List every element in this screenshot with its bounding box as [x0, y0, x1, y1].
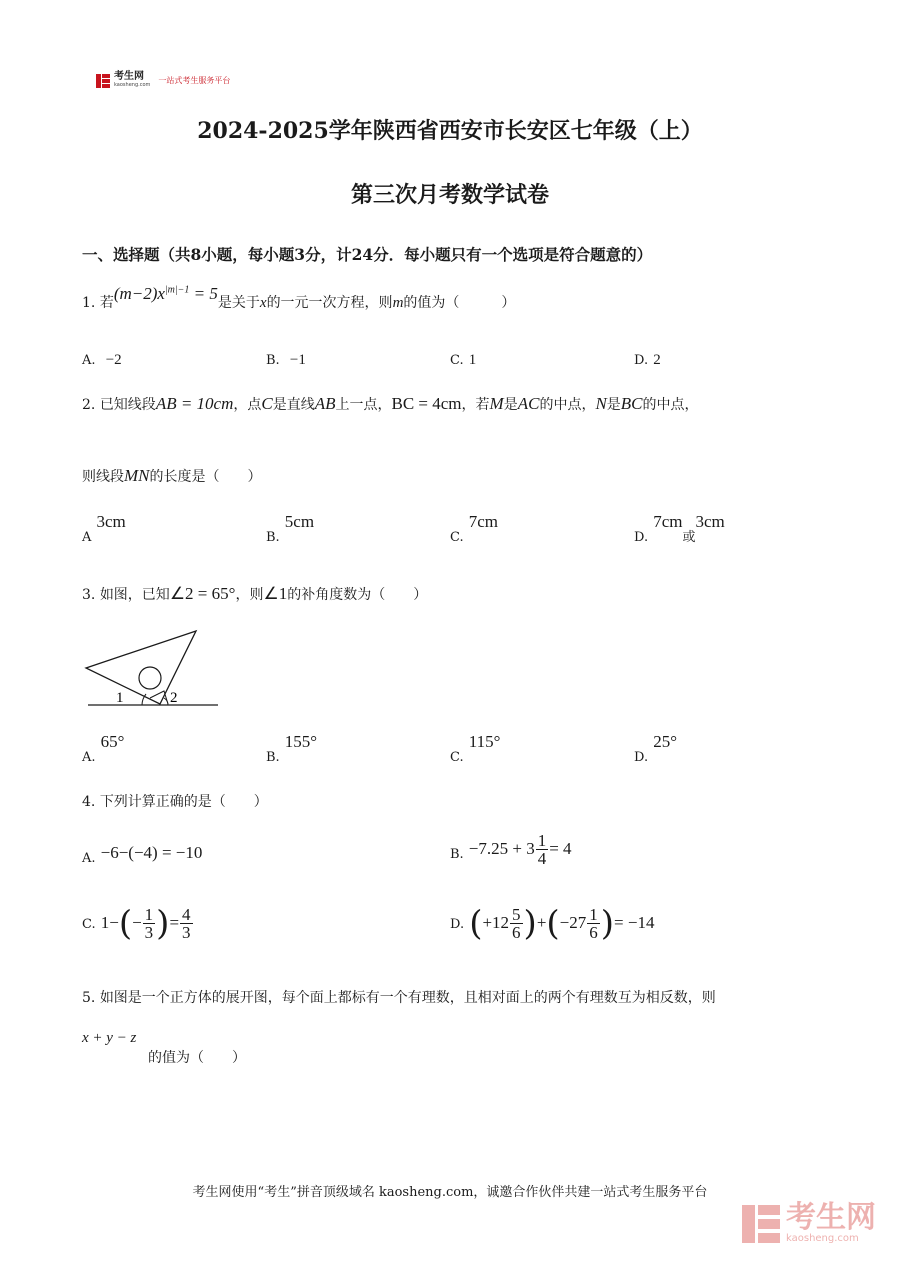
option-a[interactable]: $_A$ 3cm [82, 512, 126, 545]
option-d[interactable]: $_{D.}$ $7cm_或3cm$ [634, 512, 725, 545]
logo-name: 考生网 [114, 71, 144, 82]
option-c[interactable]: $_{C.}$ 115° [450, 732, 501, 765]
question-4: 4. 下列计算正确的是（ ） [82, 794, 268, 810]
option-d[interactable]: D. 2 [634, 352, 661, 368]
option-d[interactable]: D. (+12 $\frac{5}{6}$ )+(−27 $\frac{1}{6}$ )= −14 [450, 903, 655, 944]
watermark-logo-icon [742, 1205, 780, 1243]
site-logo[interactable] [96, 72, 230, 88]
math-expression: $(m-2)x^{|m|-1} = 5$ [113, 284, 218, 303]
page-subtitle: 第三次月考数学试卷 [350, 182, 549, 208]
page-title: 2024-2025学年陕西省西安市长安区七年级（上） [197, 118, 703, 144]
option-b[interactable]: $_{B.}$ 155° [266, 732, 318, 765]
option-b[interactable]: $_{B.}$ −7.25 + 3 $\frac{1}{4}$ = 4 [450, 831, 572, 868]
option-b[interactable]: $_{B.}$ 5cm [266, 512, 315, 545]
question-number: 5. [82, 990, 96, 1006]
question-number: 1. [82, 295, 96, 311]
question-5: 5. 如图是一个正方体的展开图，每个面上都标有一个有理数，且相对面上的两个有理数互为相反数，则 [82, 990, 716, 1006]
option-c[interactable]: C. 1 [450, 352, 477, 368]
logo-slogan: 一站式考生服务平台 [158, 75, 231, 85]
angle-1-label: 1 [116, 690, 124, 706]
option-a[interactable]: $_{A.}$ −6−(−4) = −10 [82, 843, 203, 866]
section-heading: 一、选择题（共8小题，每小题3分，计24分．每小题只有一个选项是符合题意的） [82, 245, 653, 264]
question-2-line2: 则线段MN的长度是（ ） [82, 466, 262, 485]
option-c[interactable]: C. 1−(− $\frac{1}{3}$ )= $\frac{4}{3}$ [82, 903, 191, 944]
option-b[interactable]: B. −1 [266, 352, 306, 368]
question-number: 3. [82, 587, 96, 603]
option-a[interactable]: A. −2 [82, 352, 122, 368]
question-number: 4. [82, 794, 96, 810]
option-c[interactable]: $_{C.}$ 7cm [450, 512, 498, 545]
question-1: 1. 若$(m-2)x^{|m|-1} = 5$是关于x的一元一次方程，则m的值为（ ） [82, 284, 516, 311]
triangle-figure [84, 628, 224, 714]
logo-icon [96, 73, 110, 87]
logo-domain: kaosheng.com [114, 82, 151, 88]
question-2: 2. 已知线段AB = 10cm，点C是直线AB上一点，BC = 4cm，若M是AC的中点，N是BC的中点， [82, 394, 699, 413]
watermark: 考生网 kaosheng.com [742, 1203, 876, 1244]
option-a[interactable]: $_{A.}$ 65° [82, 732, 125, 765]
option-d[interactable]: $_{D.}$ 25° [634, 732, 677, 765]
question-number: 2. [82, 397, 96, 413]
angle-2-label: 2 [170, 690, 178, 706]
page-footer: 考生网使用“考生”拼音顶级域名 kaosheng.com，诚邀合作伙伴共建一站式考生服务平台 [192, 1185, 708, 1200]
question-3: 3. 如图，已知∠2 = 65°，则∠1的补角度数为（ ） [82, 584, 428, 603]
question-5-line2: x + y − z 的值为（ ） [82, 1030, 246, 1066]
